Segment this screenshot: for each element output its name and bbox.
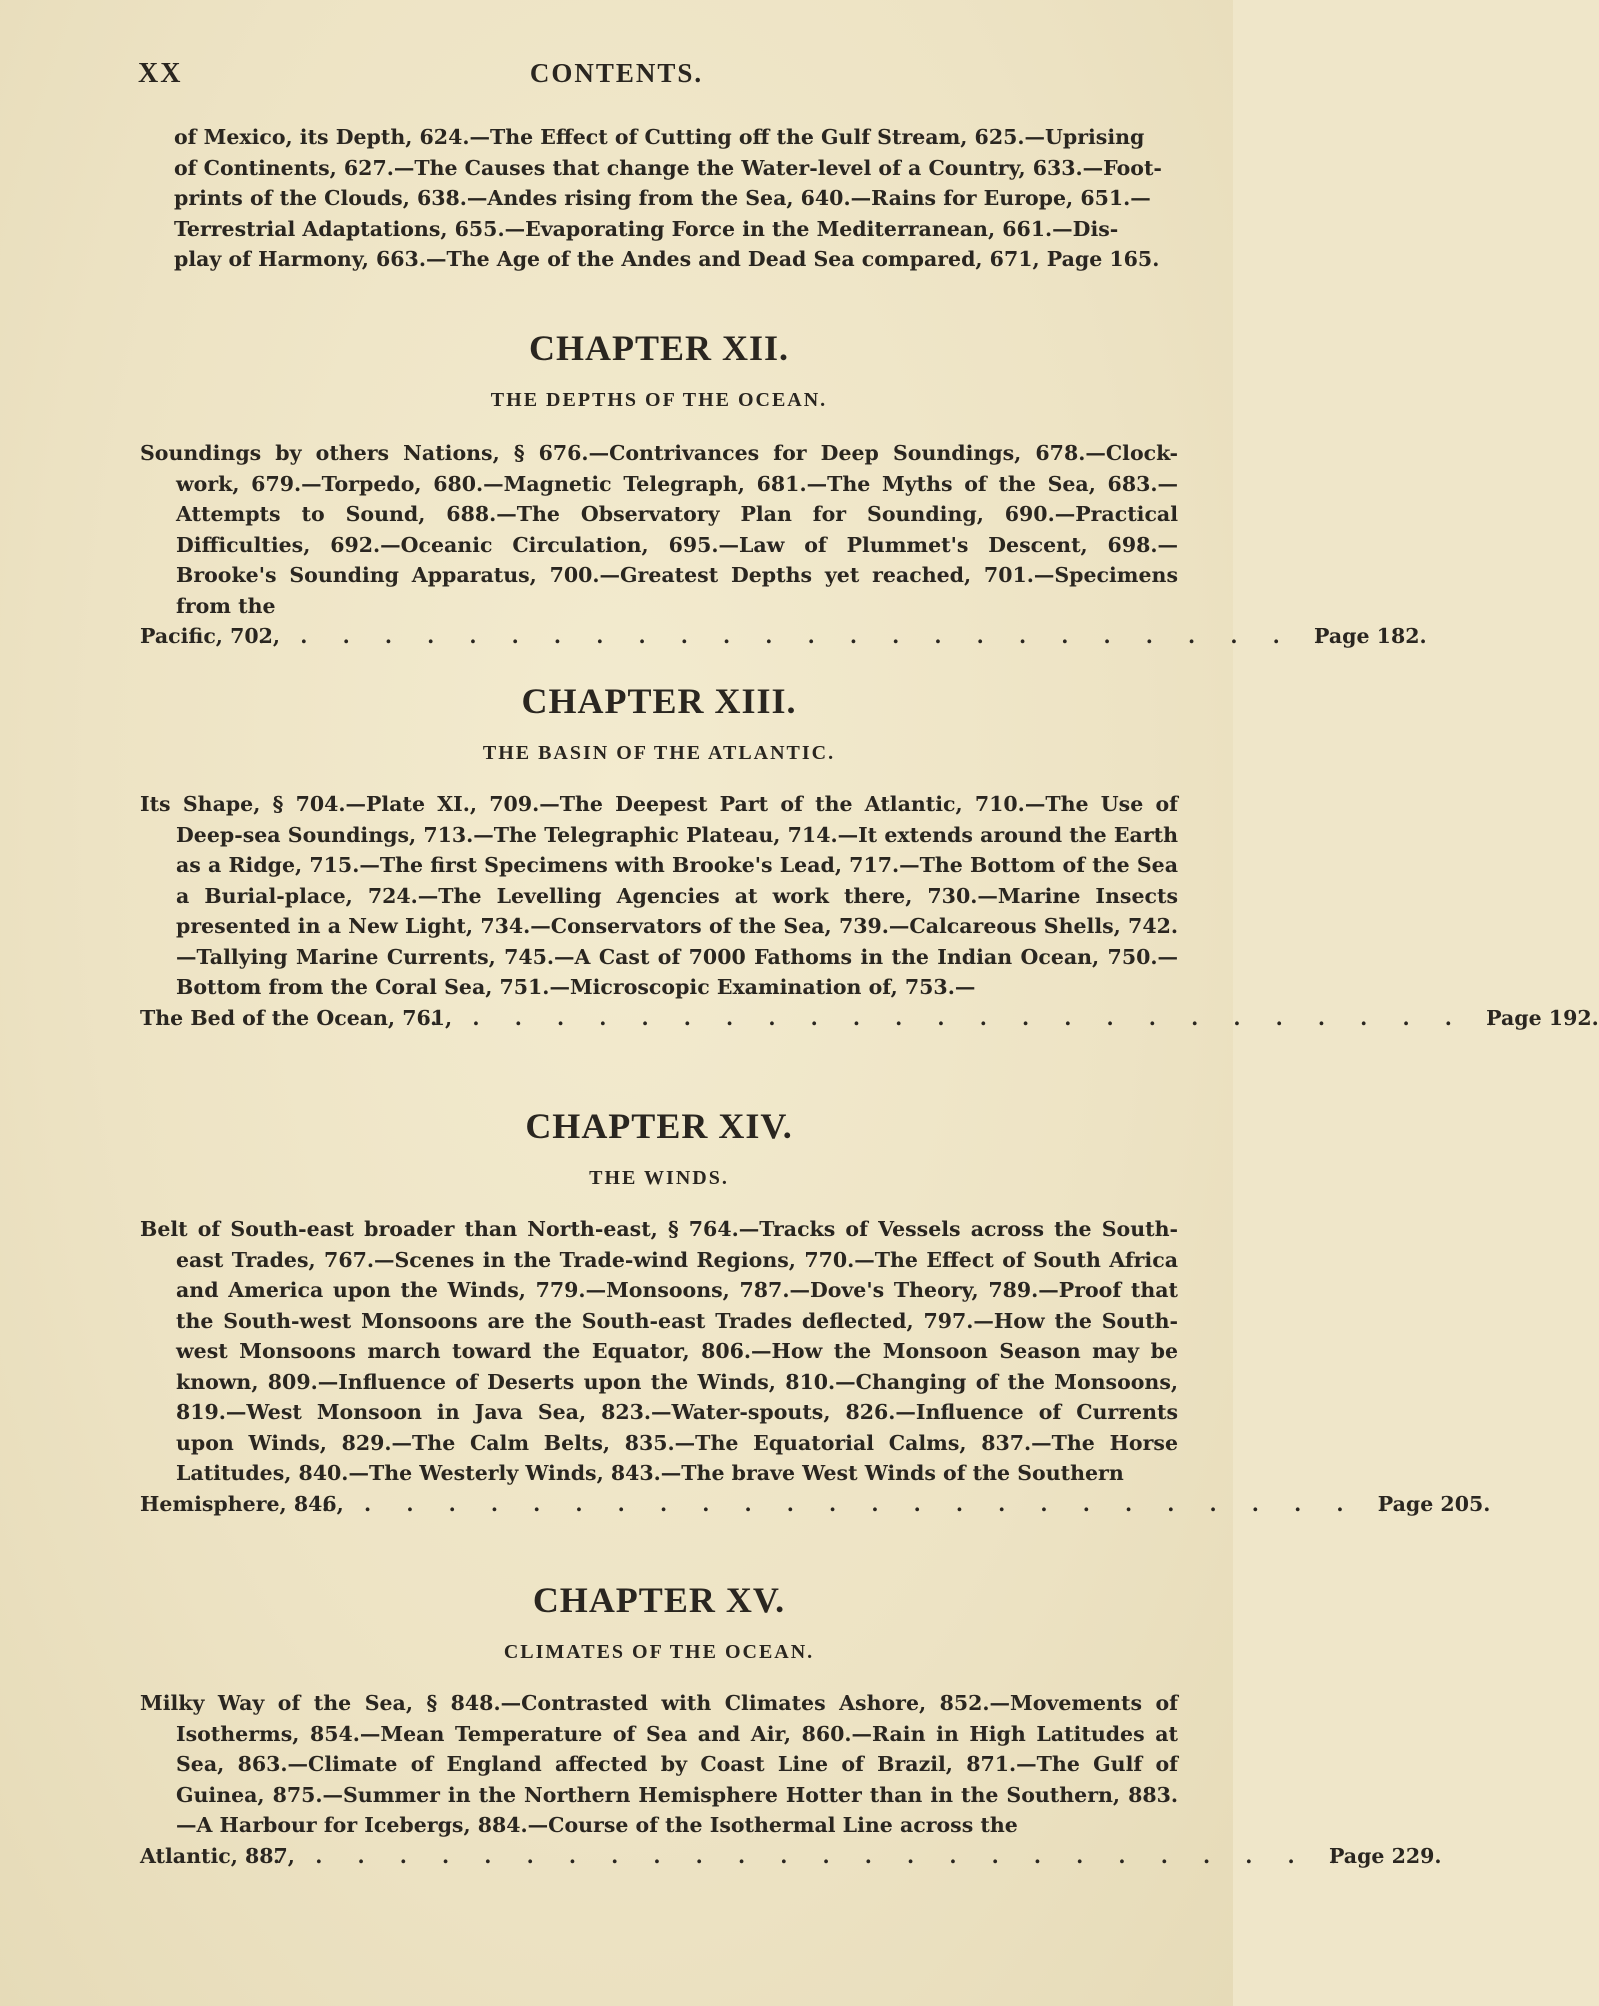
intro-line: play of Harmony, 663.—The Age of the Andes and Dead Sea compared, 671, Page 165. bbox=[174, 247, 1160, 271]
intro-line: Terrestrial Adaptations, 655.—Evaporating Force in the Mediterranean, 661.—Dis- bbox=[174, 216, 1119, 241]
summary-text: Belt of South-east broader than North-east, § 764.—Tracks of Vessels across the South-east Trades, 767.—Scenes in the Trade-wind Regions, 770.—The Effect of South Africa and America upon the Winds, 779.—Monsoons, 787.—Dove's Theory, 789.—Proof that the South-west Monsoons are the South-east Trades deflected, 797.—How the South-west Monsoons march toward the Equator, 806.—How the Monsoon Season may be known, 809.—Influence of Deserts upon the Winds, 810.—Changing of the Monsoons, 819.—West Monsoon in Java Sea, 823.—Water-spouts, 826.—Influence of Currents upon Winds, 829.—The Calm Belts, 835.—The Equatorial Calms, 837.—The Horse Latitudes, 840.—The Westerly Winds, 843.—The brave West Winds of the Southern bbox=[140, 1217, 1178, 1485]
chapter-subtitle: THE WINDS. bbox=[589, 1167, 729, 1189]
page-reference: Page 205. bbox=[1377, 1491, 1491, 1516]
chapter-summary bbox=[140, 1214, 1491, 1519]
chapter-summary bbox=[140, 789, 1599, 1033]
chapter-summary bbox=[140, 438, 1427, 652]
summary-last-text: Atlantic, 887, bbox=[140, 1843, 295, 1868]
intro-continuation bbox=[140, 122, 1178, 275]
summary-last-line bbox=[140, 1841, 1442, 1872]
chapter-title: CHAPTER XIII. bbox=[521, 681, 797, 721]
page-reference: Page 182. bbox=[1314, 624, 1427, 648]
summary-last-text: Pacific, 702, bbox=[140, 624, 281, 648]
summary-last-line bbox=[140, 621, 1427, 652]
summary-text: Its Shape, § 704.—Plate XI., 709.—The Deepest Part of the Atlantic, 710.—The Use of Deep-sea Soundings, 713.—The Telegraphic Plateau, 714.—It extends around the Earth as a Ridge, 715.—The first Specimens with Brooke's Lead, 717.—The Bottom of the Sea a Burial-place, 724.—The Levelling Agencies at work there, 730.—Marine Insects presented in a New Light, 734.—Conservators of the Sea, 739.—Calcareous Shells, 742.—Tallying Marine Currents, 745.—A Cast of 7000 Fathoms in the Indian Ocean, 750.—Bottom from the Coral Sea, 751.—Microscopic Examination of, 753.— bbox=[140, 792, 1178, 999]
chapter-xiv bbox=[140, 1105, 1491, 1519]
page-number: XX bbox=[138, 58, 183, 89]
page-header bbox=[0, 58, 1233, 98]
summary-last-text: Hemisphere, 846, bbox=[140, 1491, 344, 1516]
page-reference: Page 229. bbox=[1328, 1843, 1442, 1868]
dot-leader: . . . . . . . . . . . . . . . . . . . . . . . . . . bbox=[430, 1005, 1509, 1030]
running-head: CONTENTS. bbox=[529, 58, 704, 88]
chapter-subtitle: CLIMATES OF THE OCEAN. bbox=[503, 1641, 815, 1663]
chapter-subtitle: THE DEPTHS OF THE OCEAN. bbox=[490, 389, 828, 411]
summary-text: Milky Way of the Sea, § 848.—Contrasted with Climates Ashore, 852.—Movements of Isotherms, 854.—Mean Temperature of Sea and Air, 860.—Rain in High Latitudes at Sea, 863.—Climate of England affected by Coast Line of Brazil, 871.—The Gulf of Guinea, 875.—Summer in the Northern Hemisphere Hotter than in the Southern, 883.—A Harbour for Icebergs, 884.—Course of the Isothermal Line across the bbox=[140, 1691, 1178, 1837]
summary-last-text: The Bed of the Ocean, 761, bbox=[140, 1005, 453, 1030]
chapter-xii bbox=[140, 327, 1427, 652]
chapter-title: CHAPTER XIV. bbox=[525, 1106, 793, 1146]
summary-last-line bbox=[140, 1489, 1491, 1520]
chapter-title: CHAPTER XII. bbox=[528, 328, 790, 368]
intro-line: of Continents, 627.—The Causes that change the Water-level of a Country, 633.—Foot- bbox=[174, 155, 1162, 180]
chapter-subtitle: THE BASIN OF THE ATLANTIC. bbox=[482, 742, 836, 764]
dot-leader: . . . . . . . . . . . . . . . . . . . . . . . . . . bbox=[272, 1843, 1351, 1868]
intro-line: of Mexico, its Depth, 624.—The Effect of Cutting off the Gulf Stream, 625.—Uprising bbox=[174, 125, 1145, 149]
summary-last-line bbox=[140, 1003, 1599, 1034]
dot-leader: . . . . . . . . . . . . . . . . . . . . . . . . . . bbox=[258, 624, 1337, 648]
page-reference: Page 192. bbox=[1486, 1005, 1599, 1030]
chapter-title: CHAPTER XV. bbox=[532, 1580, 786, 1620]
intro-line: prints of the Clouds, 638.—Andes rising from the Sea, 640.—Rains for Europe, 651.— bbox=[174, 186, 1151, 210]
dot-leader: . . . . . . . . . . . . . . . . . . . . . . . . . . bbox=[321, 1491, 1400, 1516]
chapter-xiii bbox=[140, 680, 1599, 1033]
chapter-xv bbox=[140, 1579, 1442, 1871]
chapter-summary bbox=[140, 1688, 1442, 1871]
summary-text: Soundings by others Nations, § 676.—Contrivances for Deep Soundings, 678.—Clock-work, 679.—Torpedo, 680.—Magnetic Telegraph, 681.—The Myths of the Sea, 683.—Attempts to Sound, 688.—The Observatory Plan for Sounding, 690.—Practical Difficulties, 692.—Oceanic Circulation, 695.—Law of Plummet's Descent, 698.—Brooke's Sounding Apparatus, 700.—Greatest Depths yet reached, 701.—Specimens from the bbox=[140, 441, 1178, 618]
